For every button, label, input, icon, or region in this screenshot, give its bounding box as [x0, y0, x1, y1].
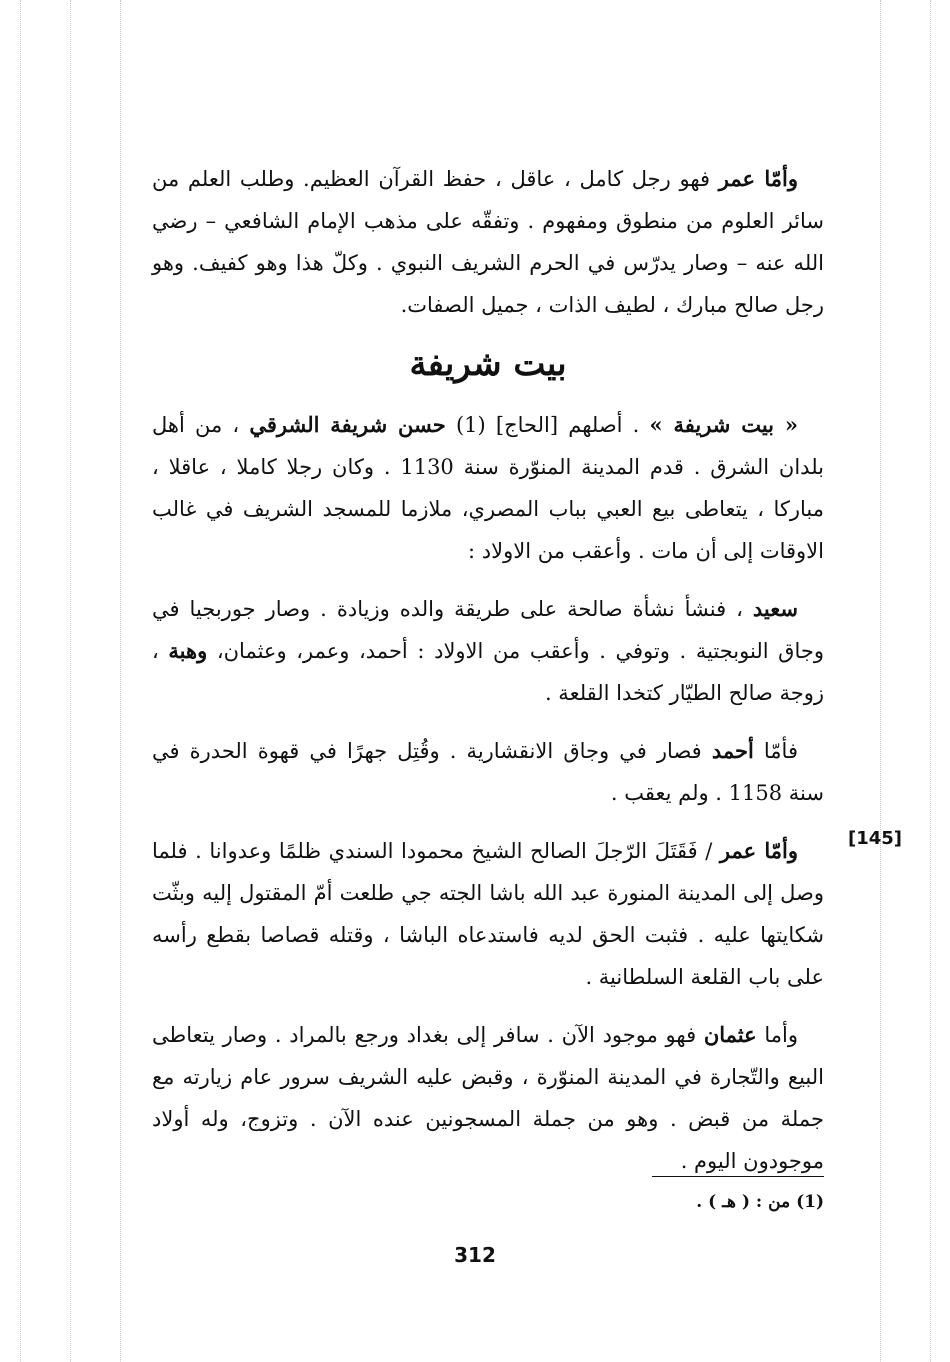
- paragraph-ahmad: [152, 730, 824, 814]
- paragraph-text: فصار في وجاق الانقشارية . وقُتِل جهرًا في قهوة الحدرة في سنة 1158 . ولم يعقب .: [152, 739, 824, 805]
- person-name: وأمّا عمر: [719, 838, 798, 863]
- paragraph-saeed: [152, 588, 824, 714]
- page-body: [152, 158, 824, 1198]
- person-name: عثمان: [703, 1022, 757, 1047]
- paragraph-text: . أصلهم [الحاج] (1): [445, 413, 650, 437]
- paragraph-text: فأمّا: [753, 739, 798, 763]
- person-name: سعيد: [752, 596, 798, 621]
- paragraph-text: ، زوجة صالح الطيّار كتخدا القلعة .: [152, 639, 824, 705]
- guide-line: [930, 0, 931, 1362]
- paragraph-text: ، فنشأ نشأة صالحة على طريقة والده وزيادة . وصار جوربجيا في وجاق النوبجتية . وتوفي . وأعقب من الاولاد : أحمد، وعمر، وعثمان،: [152, 597, 825, 663]
- guide-line: [880, 0, 881, 1362]
- guide-line: [120, 0, 121, 1362]
- paragraph-uthman: [152, 1014, 824, 1182]
- person-name: وهبة: [168, 638, 208, 663]
- person-name: أحمد: [711, 738, 754, 763]
- footnote-divider: [652, 1176, 824, 1177]
- founder-name: حسن شريفة الشرقي: [249, 412, 446, 437]
- paragraph-text: فهو رجل كامل ، عاقل ، حفظ القرآن العظيم. وطلب العلم من سائر العلوم من منطوق ومفهوم . وتفقّه على مذهب الإمام الشافعي – رضي الله عنه – وصار يدرّس في الحرم الشريف النبوي . وكلّ هذا وهو كفيف. وهو رجل صالح مبارك ، لطيف الذات ، جميل الصفات.: [152, 167, 824, 317]
- person-name: وأمّا عمر: [718, 166, 798, 191]
- margin-page-reference: [145]: [848, 828, 903, 849]
- paragraph-text: فهو موجود الآن . سافر إلى بغداد ورجع بالمراد . وصار يتعاطى البيع والتّجارة في المدينة المنوّرة ، وقبض عليه الشريف سرور عام زيارته مع جملة من قبض . وهو من جملة المسجونين عنده الآن . وتزوج، وله أولاد موجودون اليوم .: [152, 1023, 824, 1173]
- page-number: 312: [454, 1243, 496, 1267]
- paragraph-text: ، من أهل بلدان الشرق . قدم المدينة المنوّرة سنة 1130 . وكان رجلا كاملا ، عاقلا ، مباركا ، يتعاطى بيع العبي بباب المصري، ملازما للمسجد الشريف في غالب الاوقات إلى أن مات . وأعقب من الاولاد :: [152, 413, 825, 563]
- paragraph-umar-2: [152, 830, 824, 998]
- paragraph-text: وأما: [756, 1023, 798, 1047]
- paragraph-house: [152, 404, 824, 572]
- footnote: (1) من : ( هـ ) .: [696, 1192, 824, 1212]
- guide-line: [70, 0, 71, 1362]
- guide-line: [20, 0, 21, 1362]
- section-heading: بيت شريفة: [409, 344, 567, 384]
- paragraph-text: / فَقَتَلَ الرّجلَ الصالح الشيخ محمودا السندي ظلمًا وعدوانا . فلما وصل إلى المدينة المنورة عبد الله باشا الجته جي طلعت أمّ المقتول إليه وبثّت شكايتها عليه . فثبت الحق لديه فاستدعاه الباشا ، وقتله قصاصا بقطع رأسه على باب القلعة السلطانية .: [152, 839, 824, 989]
- paragraph-umar: [152, 158, 824, 326]
- family-name: « بيت شريفة »: [649, 412, 798, 437]
